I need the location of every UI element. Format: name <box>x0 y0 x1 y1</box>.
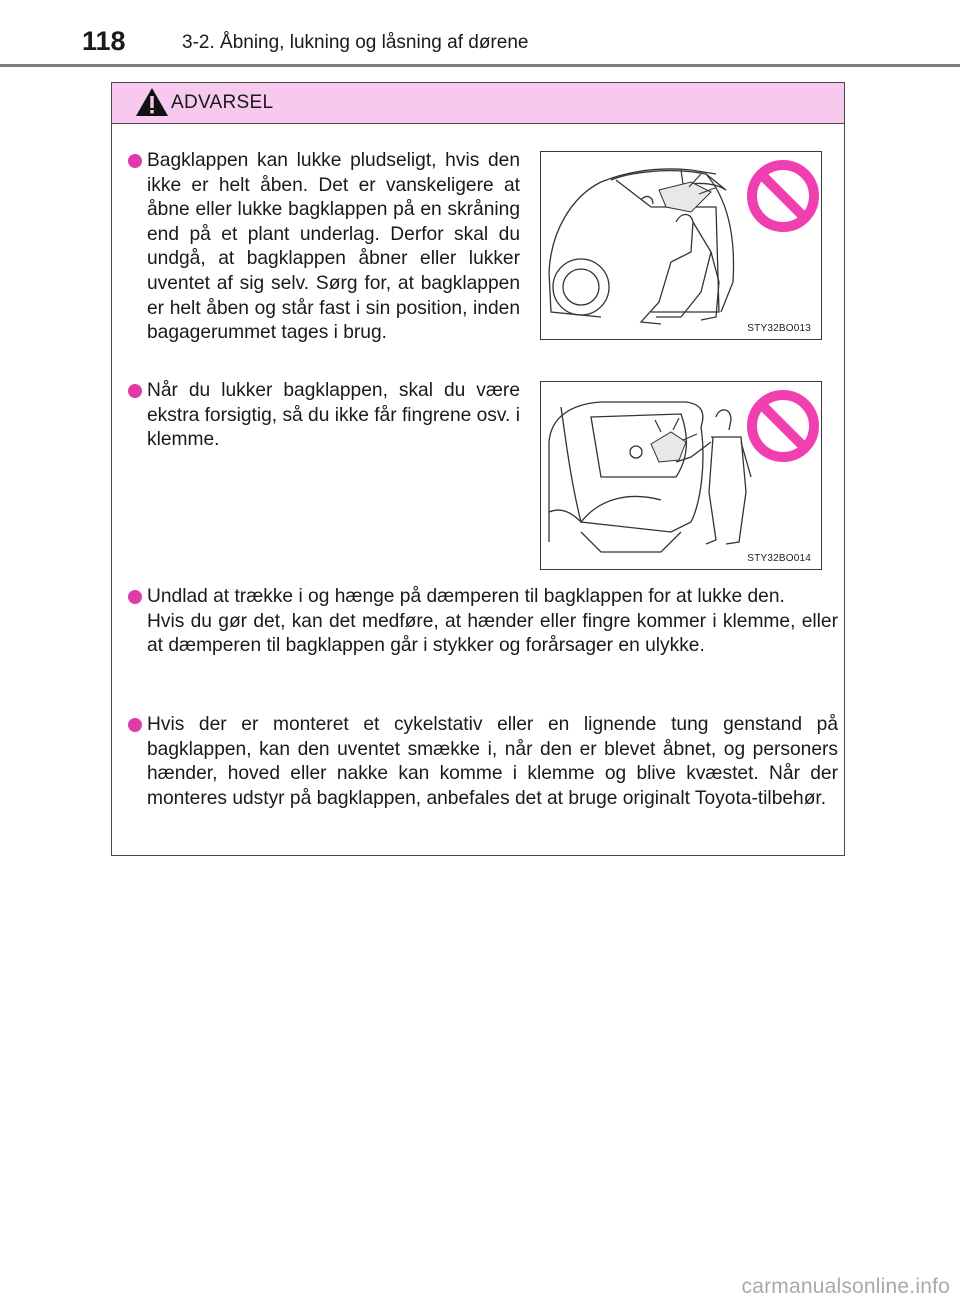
warning-item-4 <box>128 713 838 811</box>
warning-header <box>112 83 844 124</box>
bullet-icon <box>128 590 142 604</box>
item-text: Hvis du gør det, kan det medføre, at hænder eller fingre kommer i klemme, eller at dæmperen til bagklappen går i stykker og forårsager en ulykke. <box>147 610 838 657</box>
warning-title: ADVARSEL <box>171 92 274 113</box>
figure-tailgate-closing <box>540 381 822 570</box>
item-text: Undlad at trække i og hænge på dæmperen til bagklappen for at lukke den. <box>147 586 785 607</box>
car-tailgate-illustration <box>541 152 821 339</box>
warning-box <box>111 82 845 856</box>
warning-item-1 <box>128 149 520 346</box>
warning-item-2 <box>128 379 520 453</box>
item-text: Bagklappen kan lukke pludseligt, hvis den ikke er helt åben. Det er vanskeligere at åbne eller lukke bagklappen på en skråning end på et plant underlag. Derfor skal du undgå, at bagklappen åbner eller lukker uventet af sig selv. Sørg for, at bagklappen er helt åben og står fast i sin position, inden bagagerummet tages i brug. <box>147 150 520 344</box>
figure-tailgate-opening <box>540 151 822 340</box>
figure-code: STY32BO013 <box>747 323 811 334</box>
footer-watermark: carmanualsonline.info <box>741 1275 950 1298</box>
item-text: Hvis der er monteret et cykelstativ eller en lignende tung genstand på bagklappen, kan den uventet smække i, når den er blevet åbnet, og personers hænder, hoved eller nakke kan komme i klemme og blive kvæstet. Når der monteres udstyr på bagklappen, anbefales det at bruge originalt Toyota-tilbehør. <box>147 714 838 809</box>
figure-code: STY32BO014 <box>747 553 811 564</box>
car-rear-illustration <box>541 382 821 569</box>
warning-item-3 <box>128 585 838 659</box>
item-text: Når du lukker bagklappen, skal du være ekstra forsigtig, så du ikke får fingrene osv. i klemme. <box>147 380 520 451</box>
bullet-icon <box>128 718 142 732</box>
bullet-icon <box>128 384 142 398</box>
bullet-icon <box>128 154 142 168</box>
warning-triangle-icon <box>135 87 169 117</box>
section-title: 3-2. Åbning, lukning og låsning af dørene <box>182 32 529 53</box>
page-number: 118 <box>82 26 126 56</box>
header-rule <box>0 64 960 67</box>
